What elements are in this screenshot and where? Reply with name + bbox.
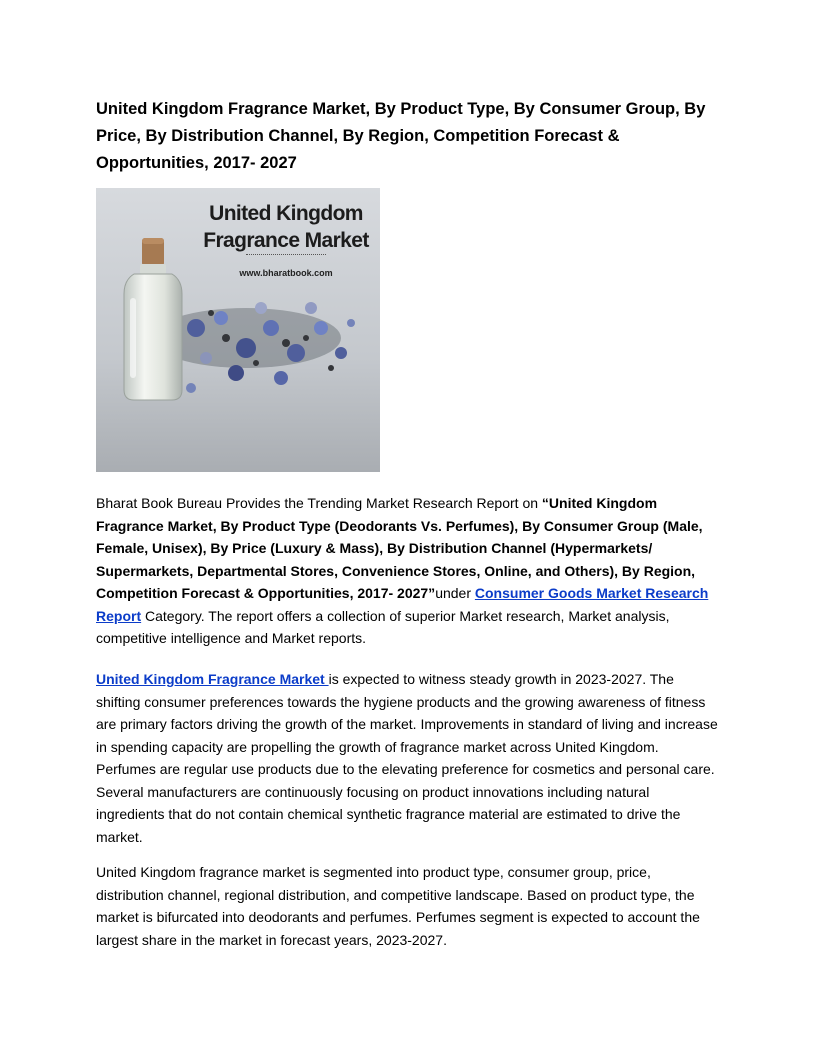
intro-text: Bharat Book Bureau Provides the Trending Market Research Report on [96, 495, 542, 511]
cover-title-line1: United Kingdom [209, 202, 363, 225]
cover-divider [246, 254, 326, 255]
market-link[interactable]: United Kingdom Fragrance Market [96, 671, 329, 687]
report-name: “United Kingdom Fragrance Market, By Product Type (Deodorants Vs. Perfumes), By Consumer Group (Male, Female, Unisex), By Price (Luxury & Mass), By Distribution Channel (Hypermarkets/ Supermarkets, Departmental Stores, Convenience Stores, Online, and Others), By Region, Competition Forecast & Opportunities, 2017- 2027” [96, 495, 703, 601]
category-link[interactable]: Consumer Goods Market Research Report [96, 585, 709, 624]
market-paragraph [96, 668, 721, 848]
cover-title [186, 200, 380, 254]
segment-paragraph: United Kingdom fragrance market is segmented into product type, consumer group, price, distribution channel, regional distribution, and competitive landscape. Based on product type, the market is bifurcated into deodorants and perfumes. Perfumes segment is expected to account the largest share in the market in forecast years, 2023-2027. [96, 864, 700, 948]
market-text: is expected to witness steady growth in 2023-2027. The shifting consumer preferences towards the hygiene products and the growing awareness of fitness are primary factors driving the growth of the market. Improvements in standard of living and increase in spending capacity are propelling the growth of fragrance market across United Kingdom. Perfumes are regular use products due to the elevating preference for cosmetics and personal care. Several manufacturers are continuously focusing on product innovations including natural ingredients that do not contain chemical synthetic fragrance material are estimated to drive the market. [96, 671, 718, 845]
cover-image [96, 188, 380, 472]
page-title: United Kingdom Fragrance Market, By Product Type, By Consumer Group, By Price, By Distribution Channel, By Region, Competition Forecast & Opportunities, 2017- 2027 [96, 100, 706, 172]
under-text: under [435, 585, 475, 601]
intro-rest: Category. The report offers a collection of superior Market research, Market analysis, competitive intelligence and Market reports. [96, 607, 670, 646]
intro-paragraph [96, 492, 721, 650]
cover-title-line2: Fragrance Market [203, 229, 369, 252]
cover-url: www.bharatbook.com [239, 268, 333, 278]
